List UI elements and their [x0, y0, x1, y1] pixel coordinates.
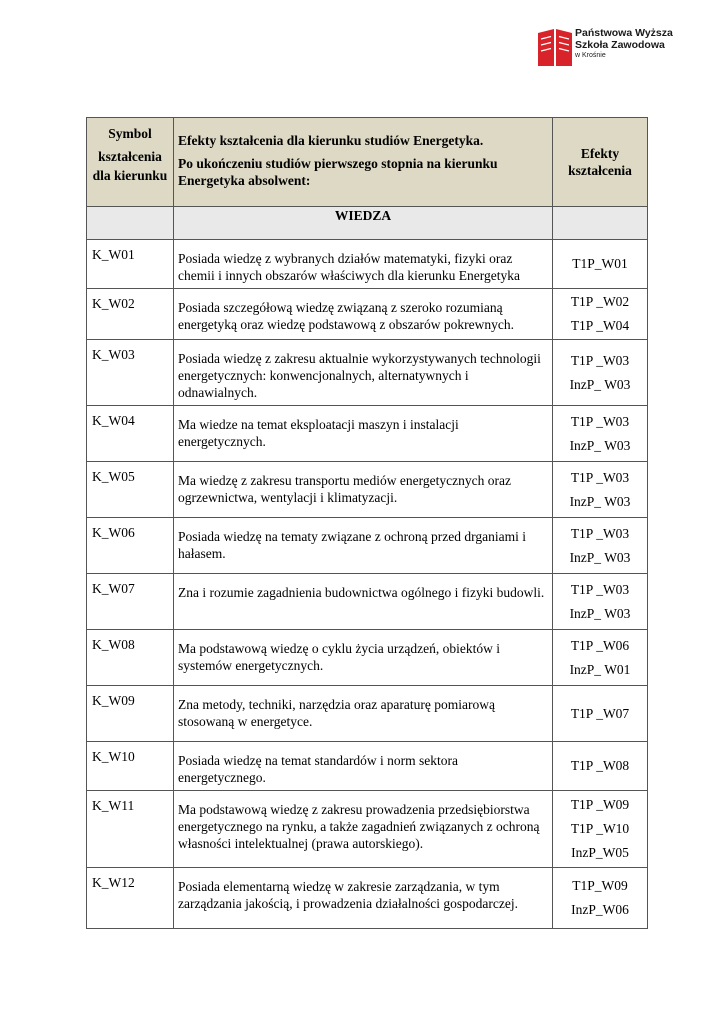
effect-code: InzP_ W01 — [569, 661, 631, 677]
table-row — [87, 686, 648, 742]
header-description — [174, 118, 553, 207]
outcome-description: Ma wiedzę z zakresu transportu mediów energetycznych oraz ogrzewnictwa, wentylacji i klimatyzacji. — [174, 462, 553, 518]
learning-outcomes-table — [86, 117, 648, 929]
effect-code: T1P _W07 — [570, 705, 630, 721]
table-row — [87, 791, 648, 868]
effect-code: InzP_ W03 — [569, 437, 631, 453]
outcome-description: Ma wiedze na temat eksploatacji maszyn i instalacji energetycznych. — [174, 406, 553, 462]
outcome-effect-codes — [553, 574, 648, 630]
outcome-symbol: K_W06 — [87, 518, 174, 574]
outcome-description: Ma podstawową wiedzę z zakresu prowadzenia przedsiębiorstwa energetycznego na rynku, a także zagadnień związanych z ochroną własności intelektualnej (prawa autorskiego). — [174, 791, 553, 868]
table-row — [87, 742, 648, 791]
effect-code: T1P _W03 — [570, 525, 630, 541]
effect-code: T1P _W03 — [570, 581, 630, 597]
table-row — [87, 518, 648, 574]
effect-code: InzP_ W03 — [569, 493, 631, 509]
logo-line-3: w Krośnie — [575, 52, 606, 59]
outcome-description: Posiada wiedzę z zakresu aktualnie wykorzystywanych technologii energetycznych: konwencjonalnych, alternatywnych i odnawialnych. — [174, 340, 553, 406]
outcome-symbol: K_W07 — [87, 574, 174, 630]
effect-code: InzP_W06 — [571, 902, 629, 917]
section-title: WIEDZA — [174, 207, 553, 240]
outcome-symbol: K_W05 — [87, 462, 174, 518]
logo-line-2: Szkoła Zawodowa — [575, 39, 665, 51]
logo-text — [575, 27, 673, 61]
outcome-effect-codes — [553, 289, 648, 340]
outcome-effect-codes — [553, 462, 648, 518]
outcome-symbol: K_W12 — [87, 868, 174, 929]
effect-code: T1P _W08 — [570, 758, 630, 773]
effect-code: InzP_ W03 — [569, 605, 631, 621]
effect-code: T1P _W03 — [570, 413, 630, 429]
outcome-effect-codes — [553, 240, 648, 289]
effect-code: T1P _W10 — [570, 821, 630, 836]
outcome-effect-codes — [553, 518, 648, 574]
effect-code: T1P _W04 — [570, 318, 630, 333]
section-row — [87, 207, 648, 240]
table-row — [87, 574, 648, 630]
effect-code: T1P _W02 — [570, 294, 630, 309]
table-row — [87, 340, 648, 406]
outcome-symbol: K_W09 — [87, 686, 174, 742]
header-description-line1: Efekty kształcenia dla kierunku studiów Energetyka. — [178, 133, 484, 148]
section-empty-cell — [87, 207, 174, 240]
effect-code: T1P_W01 — [572, 256, 628, 271]
table-row — [87, 406, 648, 462]
effect-code: T1P_W09 — [572, 878, 628, 893]
outcome-description: Posiada wiedzę na temat standardów i norm sektora energetycznego. — [174, 742, 553, 791]
header-symbol-sub: kształcenia dla kierunku — [92, 149, 168, 183]
outcome-description: Posiada wiedzę na tematy związane z ochroną przed drganiami i hałasem. — [174, 518, 553, 574]
outcome-description: Posiada elementarną wiedzę w zakresie zarządzania, w tym zarządzania jakością, i prowadzenia działalności gospodarczej. — [174, 868, 553, 929]
outcome-description: Posiada wiedzę z wybranych działów matematyki, fizyki oraz chemii i innych obszarów właściwych dla kierunku Energetyka — [174, 240, 553, 289]
outcome-symbol: K_W11 — [87, 791, 174, 868]
section-empty-cell — [553, 207, 648, 240]
effect-code: InzP_W05 — [571, 845, 629, 860]
header-symbol-title: Symbol — [108, 126, 152, 141]
effect-code: InzP_ W03 — [569, 549, 631, 565]
outcome-description: Posiada szczegółową wiedzę związaną z szeroko rozumianą energetyką oraz wiedzę podstawową z obszarów pokrewnych. — [174, 289, 553, 340]
logo-emblem-icon — [538, 26, 572, 66]
outcome-effect-codes — [553, 742, 648, 791]
outcome-effect-codes — [553, 686, 648, 742]
table-header-row — [87, 118, 648, 207]
table-row — [87, 240, 648, 289]
effect-code: T1P _W03 — [570, 469, 630, 485]
header-symbol — [87, 118, 174, 207]
outcome-symbol: K_W08 — [87, 630, 174, 686]
table-row — [87, 462, 648, 518]
header-effects: Efekty kształcenia — [553, 118, 648, 207]
outcome-effect-codes — [553, 791, 648, 868]
outcome-symbol: K_W01 — [87, 240, 174, 289]
outcome-description: Zna i rozumie zagadnienia budownictwa ogólnego i fizyki budowli. — [174, 574, 553, 630]
table-row — [87, 868, 648, 929]
header-description-line2: Po ukończeniu studiów pierwszego stopnia na kierunku Energetyka absolwent: — [178, 156, 498, 188]
outcome-symbol: K_W04 — [87, 406, 174, 462]
effect-code: T1P _W09 — [570, 797, 630, 812]
logo-line-1: Państwowa Wyższa — [575, 27, 673, 39]
outcome-effect-codes — [553, 630, 648, 686]
outcome-description: Zna metody, techniki, narzędzia oraz aparaturę pomiarową stosowaną w energetyce. — [174, 686, 553, 742]
outcome-description: Ma podstawową wiedzę o cyklu życia urządzeń, obiektów i systemów energetycznych. — [174, 630, 553, 686]
table-row — [87, 289, 648, 340]
effect-code: T1P _W06 — [570, 637, 630, 653]
outcome-effect-codes — [553, 340, 648, 406]
table-row — [87, 630, 648, 686]
outcome-effect-codes — [553, 406, 648, 462]
outcome-symbol: K_W10 — [87, 742, 174, 791]
outcome-symbol: K_W03 — [87, 340, 174, 406]
effect-code: T1P _W03 — [570, 352, 630, 368]
outcome-effect-codes — [553, 868, 648, 929]
effect-code: InzP_ W03 — [569, 376, 631, 392]
outcome-symbol: K_W02 — [87, 289, 174, 340]
